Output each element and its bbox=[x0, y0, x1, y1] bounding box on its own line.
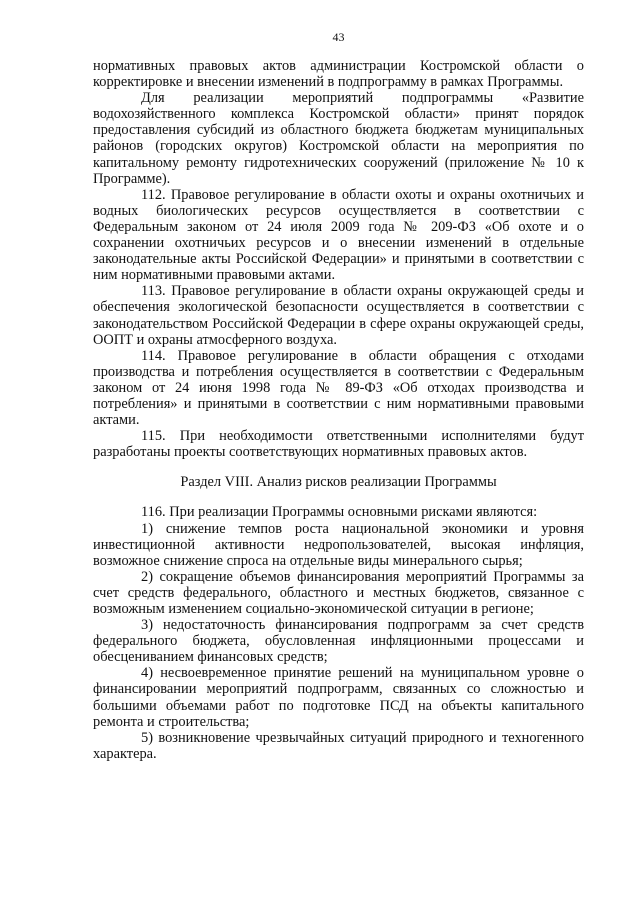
risk-item-5: 5) возникновение чрезвычайных ситуаций природного и техногенного характера. bbox=[93, 729, 584, 762]
paragraph-116: 116. При реализации Программы основными рисками являются: bbox=[141, 504, 538, 521]
risk-item-2: 2) сокращение объемов финансирования мероприятий Программы за счет средств федерального, областного и местных бюджетов, связанное с возможным изменением социально-экономической ситуации в регионе; bbox=[93, 568, 584, 617]
paragraph-113: 113. Правовое регулирование в области охраны окружающей среды и обеспечения экологической безопасности осуществляется в соответствии с законодательством Российской Федерации в сфере охраны окружающей среды, ООПТ и охраны атмосферного воздуха. bbox=[93, 283, 584, 348]
risk-item-4: 4) несвоевременное принятие решений на муниципальном уровне о финансировании мероприятий подпрограмм, связанных со сложностью и большими объемами работ по подготовке ПСД на объекты капитального ремонта и строительства; bbox=[93, 665, 584, 730]
page-number: 43 bbox=[332, 30, 345, 44]
paragraph-water-subsidies: Для реализации мероприятий подпрограммы «Развитие водохозяйственного комплекса Костромской области» принят порядок предоставления субсидий из областного бюджета бюджетам муниципальных районов (городских округов) Костромской области на мероприятия по капитальному ремонту гидротехнических сооружений (приложение № 10 к Программе). bbox=[93, 90, 584, 187]
paragraph-114: 114. Правовое регулирование в области обращения с отходами производства и потребления осуществляется в соответствии с Федеральным законом от 24 июня 1998 года № 89-ФЗ «Об отходах производства и потребления» и принятыми в соответствии с ним нормативными правовыми актами. bbox=[93, 347, 584, 429]
paragraph-112: 112. Правовое регулирование в области охоты и охраны охотничьих и водных биологических ресурсов осуществляется в соответствии с Федеральным законом от 24 июля 2009 года № 209-ФЗ «Об охоте и о сохранении охотничьих ресурсов и о внесении изменений в отдельные законодательные акты Российской Федерации» и принятыми в соответствии с ним нормативными правовыми актами. bbox=[93, 186, 584, 284]
section-heading: Раздел VIII. Анализ рисков реализации Программы bbox=[180, 474, 497, 491]
paragraph-continuation: нормативных правовых актов администрации Костромской области о корректировке и внесении изменений в подпрограмму в рамках Программы. bbox=[93, 58, 584, 91]
risk-item-3: 3) недостаточность финансирования подпрограмм за счет средств федерального бюджета, обусловленная инфляционными процессами и обесцениванием финансовых средств; bbox=[93, 617, 584, 666]
risk-item-1: 1) снижение темпов роста национальной экономики и уровня инвестиционной активности недропользователей, высокая инфляция, возможное снижение спроса на отдельные виды минерального сырья; bbox=[93, 520, 584, 569]
paragraph-115: 115. При необходимости ответственными исполнителями будут разработаны проекты соответствующих нормативных правовых актов. bbox=[93, 428, 584, 461]
